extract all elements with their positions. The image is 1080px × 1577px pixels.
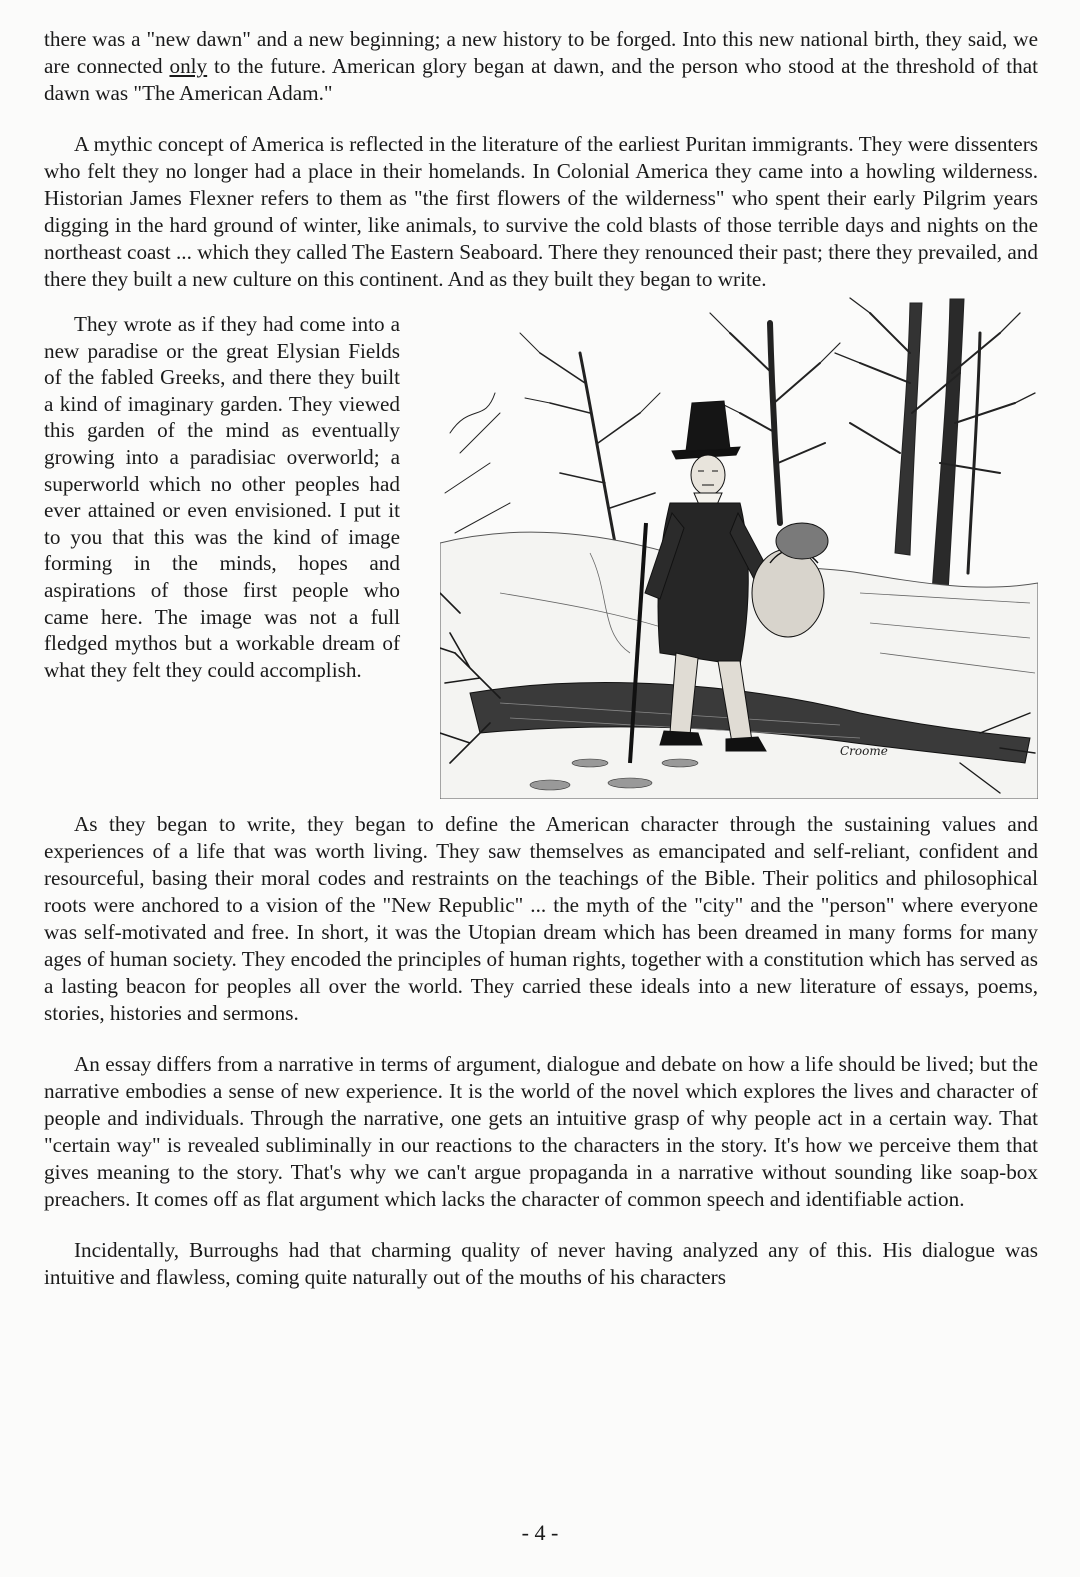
paragraph-1-text-b: to the future. American glory began at dawn, and the person who stood at the threshold of that dawn was "The American Adam." [44,54,1038,105]
page-number: - 4 - [521,1520,559,1545]
paragraph-5: An essay differs from a narrative in terms of argument, dialogue and debate on how a life should be lived; but the narrative embodies a sense of new experience. It is the world of the novel which explores the lives and character of people and individuals. Through the narrative, one gets an intuitive grasp of why people act in a certain way. That "certain way" is revealed subliminally in our reactions to the characters in the story. It's how we perceive them that gives meaning to the story. That's why we can't argue propaganda in a narrative without sounding like soap-box preachers. It comes off as flat argument which lacks the character of common speech and identifiable action. [44,1052,1038,1211]
paragraph-1-text-a: there was a "new dawn" and a new beginning; a new history to be forged. Into this new national birth, they said, we are connected [44,27,1038,78]
paragraph-3: They wrote as if they had come into a new paradise or the great Elysian Fields of the fabled Greeks, and there they built a kind of imaginary garden. They viewed this garden of the mind as eventually growing into a paradisiac overworld; a superworld which no other peoples had ever attained or even envisioned. I put it to you that this was the kind of image forming in the minds, hopes and aspirations of those first people who came here. The image was not a full fledged mythos but a workable dream of what they felt they could accomplish. [44,312,400,682]
pilgrim-engraving [440,293,1038,799]
text-with-illustration [44,311,1038,811]
paragraph-6: Incidentally, Burroughs had that charming quality of never having analyzed any of this. His dialogue was intuitive and flawless, coming quite naturally out of the mouths of his characters [44,1238,1038,1289]
left-column [44,311,400,683]
paragraph-1 [44,26,1038,107]
paragraph-4: As they began to write, they began to define the American character through the sustaining values and experiences of a life that was worth living. They saw themselves as emancipated and self-reliant, confident and resourceful, basing their moral codes and restraints on the teachings of the Bible. Their politics and philosophical roots were anchored to a vision of the "New Republic" ... the myth of the "city" and the "person" where everyone was self-motivated and free. In short, it was the Utopian dream which has been dreamed in many forms for many ages of human society. They encoded the principles of human rights, together with a constitution which has served as a lasting beacon for peoples all over the world. They carried these ideals into a new literature of essays, poems, stories, histories and sermons. [44,812,1038,1025]
paragraph-2: A mythic concept of America is reflected in the literature of the earliest Puritan immigrants. They were dissenters who felt they no longer had a place in their homelands. In Colonial America they came into a howling wilderness. Historian James Flexner refers to them as "the first flowers of the wilderness" who spent their early Pilgrim years digging in the hard ground of winter, like animals, to survive the cold blasts of those terrible days and nights on the northeast coast ... which they called The Eastern Seaboard. There they renounced their past; there they prevailed, and there they built a new culture on this continent. And as they built they began to write. [44,132,1038,291]
artist-signature: Croome [840,744,888,758]
page-content [44,26,1038,1291]
underlined-word: only [169,54,208,78]
